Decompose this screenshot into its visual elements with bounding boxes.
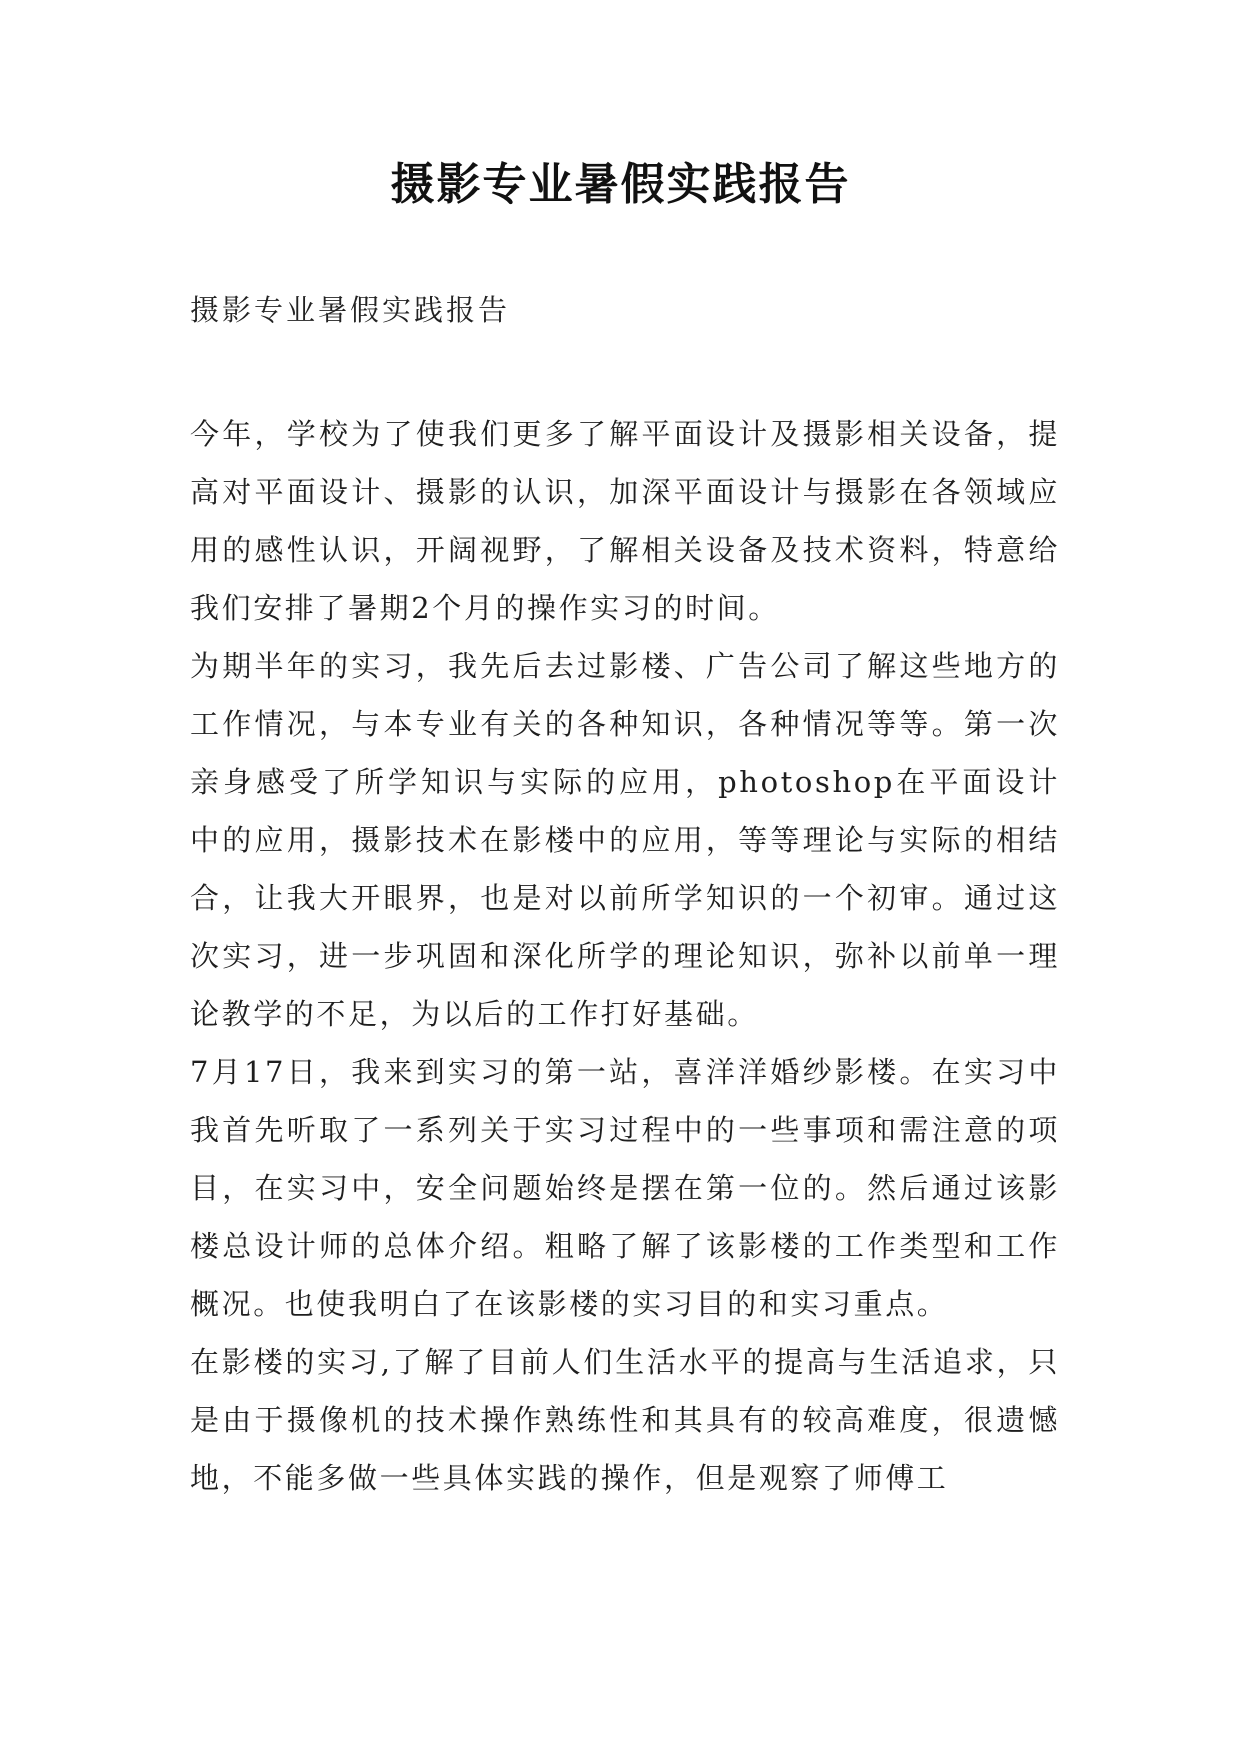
- paragraph: 今年，学校为了使我们更多了解平面设计及摄影相关设备，提高对平面设计、摄影的认识，加深平面设计与摄影在各领域应用的感性认识，开阔视野，了解相关设备及技术资料，特意给我们安排了暑期2个月的操作实习的时间。: [190, 417, 1060, 625]
- document-subtitle: 摄影专业暑假实践报告: [190, 293, 511, 327]
- paragraph: 7月17日，我来到实习的第一站，喜洋洋婚纱影楼。在实习中我首先听取了一系列关于实习过程中的一些事项和需注意的项目，在实习中，安全问题始终是摆在第一位的。然后通过该影楼总设计师的总体介绍。粗略了解了该影楼的工作类型和工作概况。也使我明白了在该影楼的实习目的和实习重点。: [190, 1055, 1060, 1321]
- document-body: [190, 405, 1060, 1507]
- paragraph: 为期半年的实习，我先后去过影楼、广告公司了解这些地方的工作情况，与本专业有关的各种知识，各种情况等等。第一次亲身感受了所学知识与实际的应用，photoshop在平面设计中的应用，摄影技术在影楼中的应用，等等理论与实际的相结合，让我大开眼界，也是对以前所学知识的一个初审。通过这次实习，进一步巩固和深化所学的理论知识，弥补以前单一理论教学的不足，为以后的工作打好基础。: [190, 649, 1060, 1031]
- document-title: 摄影专业暑假实践报告: [390, 159, 851, 210]
- paragraph: 在影楼的实习,了解了目前人们生活水平的提高与生活追求，只是由于摄像机的技术操作熟练性和其具有的较高难度，很遗憾地，不能多做一些具体实践的操作，但是观察了师傅工: [190, 1345, 1060, 1495]
